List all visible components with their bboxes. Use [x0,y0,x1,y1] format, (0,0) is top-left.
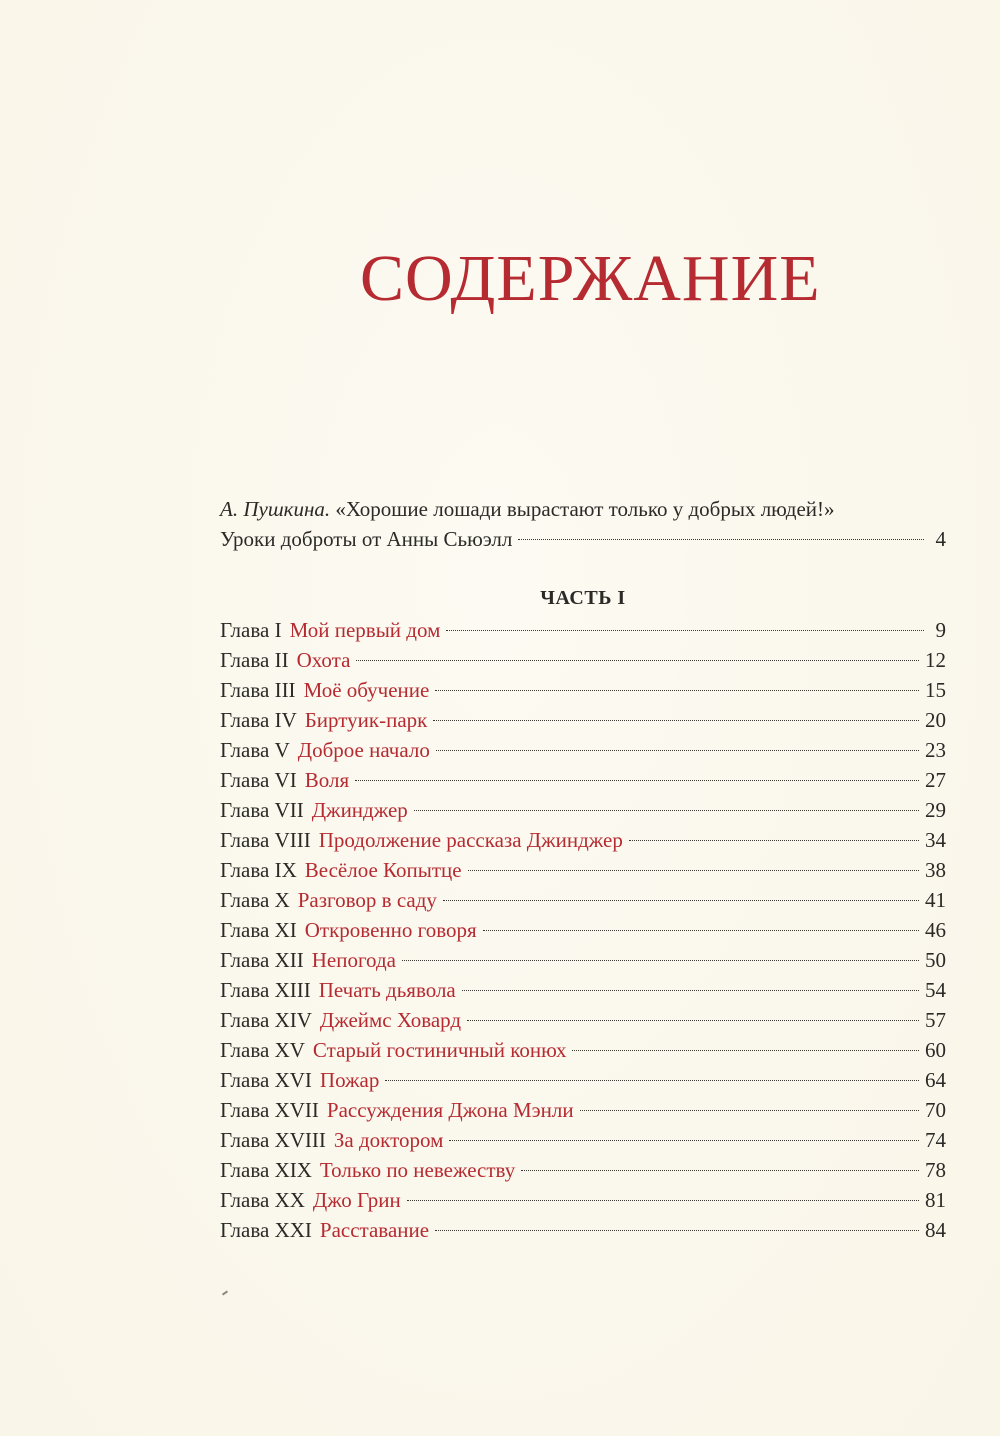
part-heading: ЧАСТЬ I [540,587,626,609]
toc-row[interactable] [220,615,946,645]
chapter-label: Глава XIV [220,1008,312,1032]
toc-row[interactable] [220,765,946,795]
page-number: 27 [925,768,946,792]
dot-leader [407,1200,919,1201]
toc-row[interactable] [220,1185,946,1215]
toc-row[interactable] [220,645,946,675]
page-number: 57 [925,1008,946,1032]
page-number: 50 [925,948,946,972]
chapter-label: Глава IX [220,858,297,882]
intro-author: А. Пушкина. [220,497,331,521]
toc-row[interactable] [220,885,946,915]
chapter-title: Биртуик-парк [304,708,428,732]
toc-row[interactable] [220,855,946,885]
page-number: 78 [925,1158,946,1182]
toc-row[interactable] [220,1095,946,1125]
page-number: 4 [935,527,946,551]
dot-leader [572,1050,919,1051]
dot-leader [629,840,919,841]
page-number: 20 [925,708,946,732]
chapter-title: Мой первый дом [289,618,441,642]
chapter-title: За доктором [333,1128,444,1152]
dot-leader [468,870,919,871]
dot-leader [518,539,924,540]
toc-row[interactable] [220,1155,946,1185]
chapter-title: Джеймс Ховард [319,1008,462,1032]
dot-leader [462,990,919,991]
chapter-label: Глава VIII [220,828,311,852]
dot-leader [446,630,924,631]
dot-leader [580,1110,919,1111]
chapter-list [220,615,946,1245]
dot-leader [433,720,919,721]
intro-toc-row[interactable] [220,524,946,554]
dot-leader [483,930,919,931]
toc-row[interactable] [220,1065,946,1095]
chapter-title: Старый гостиничный конюх [312,1038,567,1062]
chapter-label: Глава X [220,888,290,912]
page-number: 15 [925,678,946,702]
page-number: 64 [925,1068,946,1092]
toc-row[interactable] [220,915,946,945]
page-number: 12 [925,648,946,672]
chapter-title: Рассуждения Джона Мэнли [326,1098,574,1122]
chapter-label: Глава XII [220,948,304,972]
chapter-title: Продолжение рассказа Джинджер [318,828,623,852]
toc-row[interactable] [220,945,946,975]
chapter-title: Пожар [319,1068,380,1092]
page-number: 60 [925,1038,946,1062]
chapter-title: Весёлое Копытце [304,858,462,882]
dot-leader [356,660,919,661]
chapter-label: Глава III [220,678,296,702]
chapter-label: Глава XVI [220,1068,312,1092]
toc-row[interactable] [220,1005,946,1035]
intro-entry [220,494,946,554]
page-number: 38 [925,858,946,882]
toc-row[interactable] [220,675,946,705]
chapter-label: Глава XX [220,1188,305,1212]
page-number: 46 [925,918,946,942]
chapter-title: Джинджер [311,798,408,822]
dot-leader [435,1230,919,1231]
toc-row[interactable] [220,795,946,825]
chapter-title: Доброе начало [297,738,430,762]
chapter-label: Глава VI [220,768,297,792]
dot-leader [385,1080,919,1081]
chapter-label: Глава XV [220,1038,305,1062]
page-number: 9 [935,618,946,642]
chapter-title: Откровенно говоря [304,918,477,942]
chapter-label: Глава V [220,738,290,762]
chapter-label: Глава XIX [220,1158,312,1182]
toc-row[interactable] [220,1215,946,1245]
toc-row[interactable] [220,825,946,855]
page-number: 23 [925,738,946,762]
toc-row[interactable] [220,705,946,735]
chapter-title: Только по невежеству [319,1158,516,1182]
chapter-label: Глава XVIII [220,1128,326,1152]
dot-leader [467,1020,919,1021]
page-title: СОДЕРЖАНИЕ [360,242,821,315]
chapter-label: Глава II [220,648,289,672]
page-number: 41 [925,888,946,912]
dot-leader [449,1140,919,1141]
chapter-title: Печать дьявола [318,978,456,1002]
toc-row[interactable] [220,1035,946,1065]
dot-leader [402,960,919,961]
dot-leader [521,1170,919,1171]
chapter-label: Глава XIII [220,978,311,1002]
page-number: 84 [925,1218,946,1242]
chapter-label: Глава XI [220,918,297,942]
chapter-label: Глава XXI [220,1218,312,1242]
page-number: 34 [925,828,946,852]
dot-leader [414,810,919,811]
chapter-label: Глава I [220,618,282,642]
intro-subtitle: Уроки доброты от Анны Сьюэлл [220,527,513,551]
toc-row[interactable] [220,1125,946,1155]
dot-leader [443,900,919,901]
chapter-label: Глава VII [220,798,304,822]
intro-line-epigraph [220,494,946,524]
chapter-label: Глава XVII [220,1098,319,1122]
toc-row[interactable] [220,975,946,1005]
chapter-title: Джо Грин [312,1188,401,1212]
chapter-label: Глава IV [220,708,297,732]
chapter-title: Охота [296,648,351,672]
chapter-title: Моё обучение [303,678,430,702]
chapter-title: Непогода [311,948,396,972]
chapter-title: Разговор в саду [297,888,437,912]
dot-leader [435,690,919,691]
intro-quote: «Хорошие лошади вырастают только у добрых людей!» [335,497,835,521]
page-number: 70 [925,1098,946,1122]
page-number: 74 [925,1128,946,1152]
toc-row[interactable] [220,735,946,765]
page-number: 29 [925,798,946,822]
chapter-title: Расставание [319,1218,430,1242]
dot-leader [355,780,919,781]
page-number: 81 [925,1188,946,1212]
chapter-title: Воля [304,768,350,792]
dot-leader [436,750,919,751]
paper-speck [222,1290,228,1295]
page-number: 54 [925,978,946,1002]
